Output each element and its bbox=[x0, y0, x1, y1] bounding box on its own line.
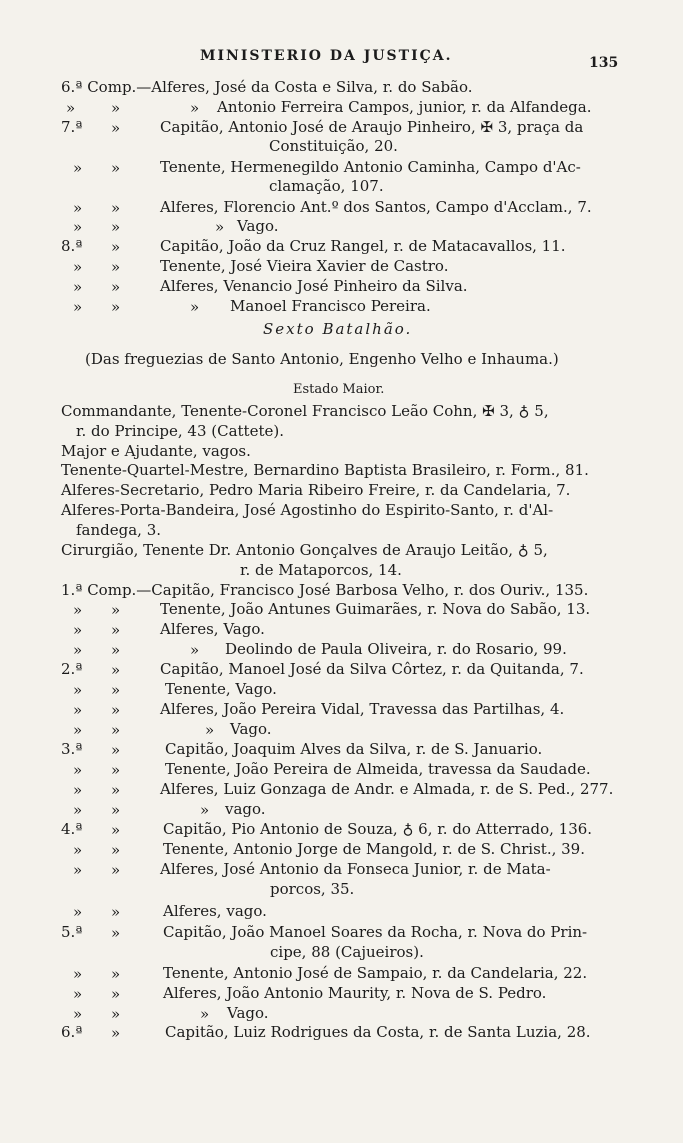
ditto-mark: » bbox=[111, 841, 121, 859]
ditto-mark: » bbox=[111, 218, 121, 236]
text-line: 1.ª Comp.—Capitão, Francisco José Barbosa Velho, r. dos Ouriv., 135. bbox=[61, 581, 589, 599]
text-line: vago. bbox=[225, 800, 266, 818]
text-line: Capitão, Joaquim Alves da Silva, r. de S. Januario. bbox=[165, 740, 543, 758]
company-number: 3.ª bbox=[61, 740, 83, 758]
ditto-mark: » bbox=[200, 801, 210, 819]
ditto-mark: » bbox=[205, 721, 215, 739]
text-line: Alferes-Porta-Bandeira, José Agostinho do Espirito-Santo, r. d'Al- bbox=[61, 501, 554, 519]
text-line: fandega, 3. bbox=[76, 521, 162, 539]
text-line: Capitão, Luiz Rodrigues da Costa, r. de Santa Luzia, 28. bbox=[165, 1023, 591, 1041]
ditto-mark: » bbox=[190, 298, 200, 316]
ditto-mark: » bbox=[111, 903, 121, 921]
ditto-mark: » bbox=[111, 159, 121, 177]
ditto-mark: » bbox=[111, 621, 121, 639]
ditto-mark: » bbox=[66, 99, 76, 117]
ditto-mark: » bbox=[73, 681, 83, 699]
ditto-mark: » bbox=[111, 278, 121, 296]
text-line: Capitão, Manoel José da Silva Côrtez, r. da Quitanda, 7. bbox=[160, 660, 584, 678]
text-line: Tenente, Vago. bbox=[165, 680, 277, 698]
ditto-mark: » bbox=[111, 119, 121, 137]
page-header: MINISTERIO DA JUSTIÇA. bbox=[200, 48, 453, 64]
ditto-mark: » bbox=[73, 641, 83, 659]
ditto-mark: » bbox=[190, 99, 200, 117]
section-title: Sexto Batalhão. bbox=[263, 320, 413, 338]
text-line: Capitão, João Manoel Soares da Rocha, r. Nova do Prin- bbox=[163, 923, 588, 941]
text-line: Major e Ajudante, vagos. bbox=[61, 442, 251, 460]
text-line: Tenente, João Pereira de Almeida, travessa da Saudade. bbox=[165, 760, 591, 778]
text-line: Tenente, Antonio Jorge de Mangold, r. de S. Christ., 39. bbox=[163, 840, 585, 858]
ditto-mark: » bbox=[111, 965, 121, 983]
text-line: Capitão, João da Cruz Rangel, r. de Matacavallos, 11. bbox=[160, 237, 566, 255]
ditto-mark: » bbox=[111, 601, 121, 619]
ditto-mark: » bbox=[73, 159, 83, 177]
ditto-mark: » bbox=[111, 661, 121, 679]
ditto-mark: » bbox=[111, 781, 121, 799]
company-number: 8.ª bbox=[61, 237, 83, 255]
text-line: Tenente, João Antunes Guimarães, r. Nova do Sabão, 13. bbox=[160, 600, 591, 618]
ditto-mark: » bbox=[73, 721, 83, 739]
company-number: 4.ª bbox=[61, 820, 83, 838]
text-line: cipe, 88 (Cajueiros). bbox=[270, 943, 424, 961]
ditto-mark: » bbox=[111, 99, 121, 117]
ditto-mark: » bbox=[111, 1005, 121, 1023]
company-number: 6.ª bbox=[61, 1023, 83, 1041]
ditto-mark: » bbox=[190, 641, 200, 659]
ditto-mark: » bbox=[111, 701, 121, 719]
ditto-mark: » bbox=[73, 1005, 83, 1023]
text-line: Deolindo de Paula Oliveira, r. do Rosario, 99. bbox=[225, 640, 567, 658]
text-line: Alferes, Venancio José Pinheiro da Silva. bbox=[160, 277, 468, 295]
ditto-mark: » bbox=[111, 761, 121, 779]
text-line: Alferes, José Antonio da Fonseca Junior, r. de Mata- bbox=[160, 860, 551, 878]
text-line: Tenente, Hermenegildo Antonio Caminha, Campo d'Ac- bbox=[160, 158, 581, 176]
ditto-mark: » bbox=[111, 741, 121, 759]
text-line: Capitão, Pio Antonio de Souza, ♁ 6, r. do Atterrado, 136. bbox=[163, 820, 593, 838]
text-line: Alferes, Florencio Ant.º dos Santos, Campo d'Acclam., 7. bbox=[160, 198, 592, 216]
ditto-mark: » bbox=[73, 218, 83, 236]
subsection-title: Estado Maior. bbox=[293, 382, 385, 397]
ditto-mark: » bbox=[111, 721, 121, 739]
ditto-mark: » bbox=[73, 781, 83, 799]
ditto-mark: » bbox=[111, 298, 121, 316]
text-line: Capitão, Antonio José de Araujo Pinheiro, ✠ 3, praça da bbox=[160, 118, 584, 136]
text-line: Antonio Ferreira Campos, junior, r. da Alfandega. bbox=[217, 98, 592, 116]
text-line: 6.ª Comp.—Alferes, José da Costa e Silva, r. do Sabão. bbox=[61, 78, 473, 96]
text-line: Alferes, João Antonio Maurity, r. Nova de S. Pedro. bbox=[163, 984, 547, 1002]
text-line: clamação, 107. bbox=[269, 177, 384, 195]
text-line: Vago. bbox=[237, 217, 279, 235]
text-line: Cirurgião, Tenente Dr. Antonio Gonçalves de Araujo Leitão, ♁ 5, bbox=[61, 541, 548, 559]
ditto-mark: » bbox=[111, 821, 121, 839]
text-line: Tenente-Quartel-Mestre, Bernardino Baptista Brasileiro, r. Form., 81. bbox=[61, 461, 589, 479]
text-line: Tenente, Antonio José de Sampaio, r. da Candelaria, 22. bbox=[163, 964, 588, 982]
text-line: Alferes-Secretario, Pedro Maria Ribeiro Freire, r. da Candelaria, 7. bbox=[61, 481, 571, 499]
ditto-mark: » bbox=[111, 681, 121, 699]
ditto-mark: » bbox=[215, 218, 225, 236]
company-number: 7.ª bbox=[61, 118, 83, 136]
company-number: 5.ª bbox=[61, 923, 83, 941]
text-line: Vago. bbox=[227, 1004, 269, 1022]
ditto-mark: » bbox=[200, 1005, 210, 1023]
text-line: Tenente, José Vieira Xavier de Castro. bbox=[160, 257, 449, 275]
ditto-mark: » bbox=[111, 924, 121, 942]
text-line: Alferes, vago. bbox=[163, 902, 267, 920]
ditto-mark: » bbox=[73, 761, 83, 779]
text-line: r. do Principe, 43 (Cattete). bbox=[76, 422, 284, 440]
ditto-mark: » bbox=[73, 601, 83, 619]
ditto-mark: » bbox=[73, 965, 83, 983]
text-line: Alferes, Vago. bbox=[160, 620, 265, 638]
ditto-mark: » bbox=[73, 621, 83, 639]
ditto-mark: » bbox=[111, 1024, 121, 1042]
text-line: porcos, 35. bbox=[270, 880, 355, 898]
page-number: 135 bbox=[589, 55, 619, 71]
ditto-mark: » bbox=[73, 985, 83, 1003]
ditto-mark: » bbox=[111, 258, 121, 276]
text-line: Vago. bbox=[230, 720, 272, 738]
text-line: Alferes, João Pereira Vidal, Travessa das Partilhas, 4. bbox=[160, 700, 565, 718]
text-line: Constituição, 20. bbox=[269, 137, 398, 155]
ditto-mark: » bbox=[111, 801, 121, 819]
company-number: 2.ª bbox=[61, 660, 83, 678]
text-line: Commandante, Tenente-Coronel Francisco Leão Cohn, ✠ 3, ♁ 5, bbox=[61, 402, 549, 420]
ditto-mark: » bbox=[73, 199, 83, 217]
ditto-mark: » bbox=[111, 641, 121, 659]
text-line: r. de Mataporcos, 14. bbox=[240, 561, 402, 579]
ditto-mark: » bbox=[73, 801, 83, 819]
text-line: Manoel Francisco Pereira. bbox=[230, 297, 431, 315]
ditto-mark: » bbox=[73, 298, 83, 316]
ditto-mark: » bbox=[73, 841, 83, 859]
section-subtitle: (Das freguezias de Santo Antonio, Engenho Velho e Inhauma.) bbox=[85, 350, 559, 368]
ditto-mark: » bbox=[73, 903, 83, 921]
ditto-mark: » bbox=[73, 701, 83, 719]
ditto-mark: » bbox=[111, 861, 121, 879]
ditto-mark: » bbox=[73, 258, 83, 276]
ditto-mark: » bbox=[111, 985, 121, 1003]
ditto-mark: » bbox=[73, 278, 83, 296]
ditto-mark: » bbox=[111, 199, 121, 217]
text-line: Alferes, Luiz Gonzaga de Andr. e Almada, r. de S. Ped., 277. bbox=[160, 780, 614, 798]
ditto-mark: » bbox=[73, 861, 83, 879]
ditto-mark: » bbox=[111, 238, 121, 256]
